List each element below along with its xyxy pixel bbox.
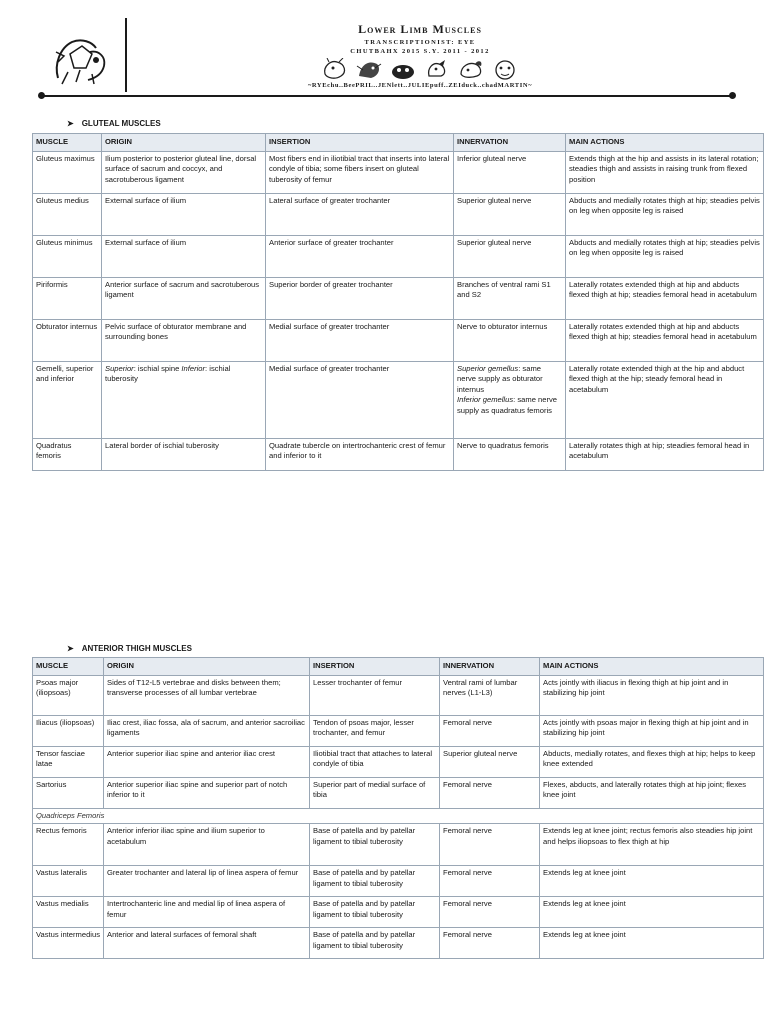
innervation-cell: Femoral nerve	[440, 777, 540, 808]
bullet-arrow-icon: ➤	[67, 644, 74, 653]
column-header: INSERTION	[310, 658, 440, 676]
table-header-row	[33, 658, 764, 676]
insertion-cell: Superior border of greater trochanter	[266, 277, 454, 319]
muscle-cell: Tensor fasciae latae	[33, 746, 104, 777]
muscle-cell: Gemelli, superior and inferior	[33, 361, 102, 438]
innervation-inferior-label: Inferior gemellus	[457, 395, 514, 405]
gluteal-table	[32, 133, 764, 471]
insertion-cell: Superior part of medial surface of tibia	[310, 777, 440, 808]
origin-cell: Iliac crest, iliac fossa, ala of sacrum, and anterior sacroiliac ligaments	[104, 715, 310, 746]
insertion-cell: Iliotibial tract that attaches to lateral condyle of tibia	[310, 746, 440, 777]
muscle-cell: Rectus femoris	[33, 824, 104, 866]
insertion-cell: Most fibers end in iliotibial tract that inserts into lateral condyle of tibia; some fibers insert on gluteal tuberosity of femur	[266, 151, 454, 193]
gluteal-heading	[67, 119, 161, 128]
actions-cell: Laterally rotates extended thigh at hip and abducts flexed thigh at hip; steadies femoral head in acetabulum	[566, 277, 764, 319]
table-row	[33, 235, 764, 277]
innervation-cell: Ventral rami of lumbar nerves (L1-L3)	[440, 675, 540, 715]
origin-cell: External surface of ilium	[102, 193, 266, 235]
table-row	[33, 746, 764, 777]
actions-cell: Laterally rotate extended thigh at the hip and abduct flexed thigh at the hip; steady femoral head in acetabulum	[566, 361, 764, 438]
origin-cell: Anterior surface of sacrum and sacrotuberous ligament	[102, 277, 266, 319]
actions-cell: Laterally rotates extended thigh at hip and abducts flexed thigh at hip; steadies femoral head in acetabulum	[566, 319, 764, 361]
actions-cell: Acts jointly with psoas major in flexing thigh at hip joint and in stabilizing hip joint	[540, 715, 764, 746]
actions-cell: Flexes, abducts, and laterally rotates thigh at hip joint; flexes knee joint	[540, 777, 764, 808]
origin-cell: Anterior inferior iliac spine and ilium superior to acetabulum	[104, 824, 310, 866]
origin-superior-text: : ischial spine	[133, 363, 182, 373]
group-label: Quadriceps Femoris	[33, 808, 764, 824]
origin-cell: Anterior superior iliac spine and anterior iliac crest	[104, 746, 310, 777]
origin-cell: Sides of T12-L5 vertebrae and disks between them; transverse processes of all lumbar vertebrae	[104, 675, 310, 715]
origin-cell	[102, 361, 266, 438]
muscle-cell: Vastus medialis	[33, 897, 104, 928]
transcriptionist-line: TRANSCRIPTIONIST: EYE	[364, 39, 476, 46]
column-header: INSERTION	[266, 134, 454, 152]
table-row	[33, 777, 764, 808]
origin-cell: Pelvic surface of obturator membrane and surrounding bones	[102, 319, 266, 361]
origin-cell: Greater trochanter and lateral lip of linea aspera of femur	[104, 866, 310, 897]
origin-cell: Anterior and lateral surfaces of femoral shaft	[104, 928, 310, 959]
gluteal-heading-text: GLUTEAL MUSCLES	[81, 119, 161, 128]
table-row	[33, 277, 764, 319]
muscle-cell: Obturator internus	[33, 319, 102, 361]
innervation-cell: Superior gluteal nerve	[454, 193, 566, 235]
mascot-4-icon	[423, 58, 451, 80]
insertion-cell: Base of patella and by patellar ligament to tibial tuberosity	[310, 866, 440, 897]
insertion-cell: Quadrate tubercle on intertrochanteric crest of femur and inferior to it	[266, 438, 454, 470]
table-row	[33, 675, 764, 715]
actions-cell: Extends leg at knee joint	[540, 866, 764, 897]
insertion-cell: Medial surface of greater trochanter	[266, 319, 454, 361]
mascot-3-icon	[389, 58, 417, 80]
chu-logo	[52, 34, 112, 90]
innervation-cell: Inferior gluteal nerve	[454, 151, 566, 193]
innervation-cell: Branches of ventral rami S1 and S2	[454, 277, 566, 319]
actions-cell: Extends leg at knee joint; rectus femoris also steadies hip joint and helps iliopsoas to flex thigh at hip	[540, 824, 764, 866]
innervation-cell: Nerve to obturator internus	[454, 319, 566, 361]
column-header: MUSCLE	[33, 134, 102, 152]
muscle-cell: Sartorius	[33, 777, 104, 808]
muscle-cell: Quadratus femoris	[33, 438, 102, 470]
innervation-superior-text: : same nerve supply as obturator internus	[457, 363, 543, 394]
origin-cell: Intertrochanteric line and medial lip of linea aspera of femur	[104, 897, 310, 928]
muscle-cell: Psoas major (iliopsoas)	[33, 675, 104, 715]
header-rule	[42, 95, 732, 97]
actions-cell: Extends thigh at the hip and assists in its lateral rotation; steadies thigh and assists in raising trunk from flexed position	[566, 151, 764, 193]
insertion-cell: Lesser trochanter of femur	[310, 675, 440, 715]
anterior-heading	[67, 644, 192, 653]
column-header: MAIN ACTIONS	[540, 658, 764, 676]
innervation-cell: Superior gluteal nerve	[454, 235, 566, 277]
mascot-5-icon	[457, 58, 485, 80]
document-title: Lower Limb Muscles	[358, 22, 482, 36]
muscle-cell: Vastus intermedius	[33, 928, 104, 959]
group-row	[33, 808, 764, 824]
origin-inferior-text: : ischial tuberosity	[105, 363, 231, 384]
origin-inferior-label: Inferior	[181, 363, 206, 373]
muscle-cell: Piriformis	[33, 277, 102, 319]
credits-line: ~RYEchu..BeePRIL..JENlett..JULIEpuff..ZEIduck..chadMARTIN~	[307, 82, 533, 89]
mascot-1-icon	[321, 58, 349, 80]
insertion-cell: Lateral surface of greater trochanter	[266, 193, 454, 235]
column-header: INNERVATION	[440, 658, 540, 676]
table-row	[33, 715, 764, 746]
bullet-arrow-icon: ➤	[67, 119, 74, 128]
innervation-cell: Femoral nerve	[440, 715, 540, 746]
muscle-cell: Gluteus maximus	[33, 151, 102, 193]
table-row	[33, 361, 764, 438]
table-row	[33, 824, 764, 866]
insertion-cell: Tendon of psoas major, lesser trochanter, and femur	[310, 715, 440, 746]
muscle-cell: Gluteus minimus	[33, 235, 102, 277]
innervation-cell	[454, 361, 566, 438]
table-row	[33, 193, 764, 235]
table-row	[33, 928, 764, 959]
origin-cell: Anterior superior iliac spine and superior part of notch inferior to it	[104, 777, 310, 808]
origin-superior-label: Superior	[105, 363, 134, 373]
table-header-row	[33, 134, 764, 152]
muscle-cell: Gluteus medius	[33, 193, 102, 235]
anterior-heading-text: ANTERIOR THIGH MUSCLES	[81, 644, 192, 653]
origin-cell: Lateral border of ischial tuberosity	[102, 438, 266, 470]
actions-cell: Acts jointly with iliacus in flexing thigh at hip joint and in stabilizing hip joint	[540, 675, 764, 715]
table-row	[33, 151, 764, 193]
actions-cell: Laterally rotates thigh at hip; steadies femoral head in acetabulum	[566, 438, 764, 470]
insertion-cell: Base of patella and by patellar ligament to tibial tuberosity	[310, 897, 440, 928]
rule-dot-left	[38, 92, 45, 99]
innervation-cell: Femoral nerve	[440, 866, 540, 897]
innervation-cell: Superior gluteal nerve	[440, 746, 540, 777]
column-header: INNERVATION	[454, 134, 566, 152]
actions-cell: Abducts and medially rotates thigh at hip; steadies pelvis on leg when opposite leg is raised	[566, 193, 764, 235]
anterior-table	[32, 657, 764, 959]
insertion-cell: Anterior surface of greater trochanter	[266, 235, 454, 277]
table-row	[33, 897, 764, 928]
table-row	[33, 319, 764, 361]
innervation-inferior-text: : same nerve supply as quadratus femoris	[457, 395, 558, 415]
origin-cell: Ilium posterior to posterior gluteal line, dorsal surface of sacrum and coccyx, and sacrotuberous ligament	[102, 151, 266, 193]
column-header: MUSCLE	[33, 658, 104, 676]
innervation-superior-label: Superior gemellus	[457, 363, 519, 373]
innervation-cell: Nerve to quadratus femoris	[454, 438, 566, 470]
innervation-cell: Femoral nerve	[440, 824, 540, 866]
origin-cell: External surface of ilium	[102, 235, 266, 277]
mascot-6-icon	[491, 58, 519, 80]
insertion-cell: Base of patella and by patellar ligament to tibial tuberosity	[310, 928, 440, 959]
actions-cell: Extends leg at knee joint	[540, 897, 764, 928]
muscle-cell: Iliacus (iliopsoas)	[33, 715, 104, 746]
mascot-icons	[250, 58, 590, 80]
table-row	[33, 866, 764, 897]
table-row	[33, 438, 764, 470]
batch-line: CHUTBAHX 2015 S.Y. 2011 - 2012	[350, 48, 490, 55]
mascot-2-icon	[355, 58, 383, 80]
actions-cell: Abducts and medially rotates thigh at hip; steadies pelvis on leg when opposite leg is raised	[566, 235, 764, 277]
innervation-cell: Femoral nerve	[440, 897, 540, 928]
column-header: MAIN ACTIONS	[566, 134, 764, 152]
innervation-cell: Femoral nerve	[440, 928, 540, 959]
column-header: ORIGIN	[102, 134, 266, 152]
muscle-cell: Vastus lateralis	[33, 866, 104, 897]
insertion-cell: Base of patella and by patellar ligament to tibial tuberosity	[310, 824, 440, 866]
actions-cell: Abducts, medially rotates, and flexes thigh at hip; helps to keep knee extended	[540, 746, 764, 777]
rule-dot-right	[729, 92, 736, 99]
header-divider-vertical	[125, 18, 127, 92]
document-header	[0, 0, 768, 100]
insertion-cell: Medial surface of greater trochanter	[266, 361, 454, 438]
actions-cell: Extends leg at knee joint	[540, 928, 764, 959]
column-header: ORIGIN	[104, 658, 310, 676]
